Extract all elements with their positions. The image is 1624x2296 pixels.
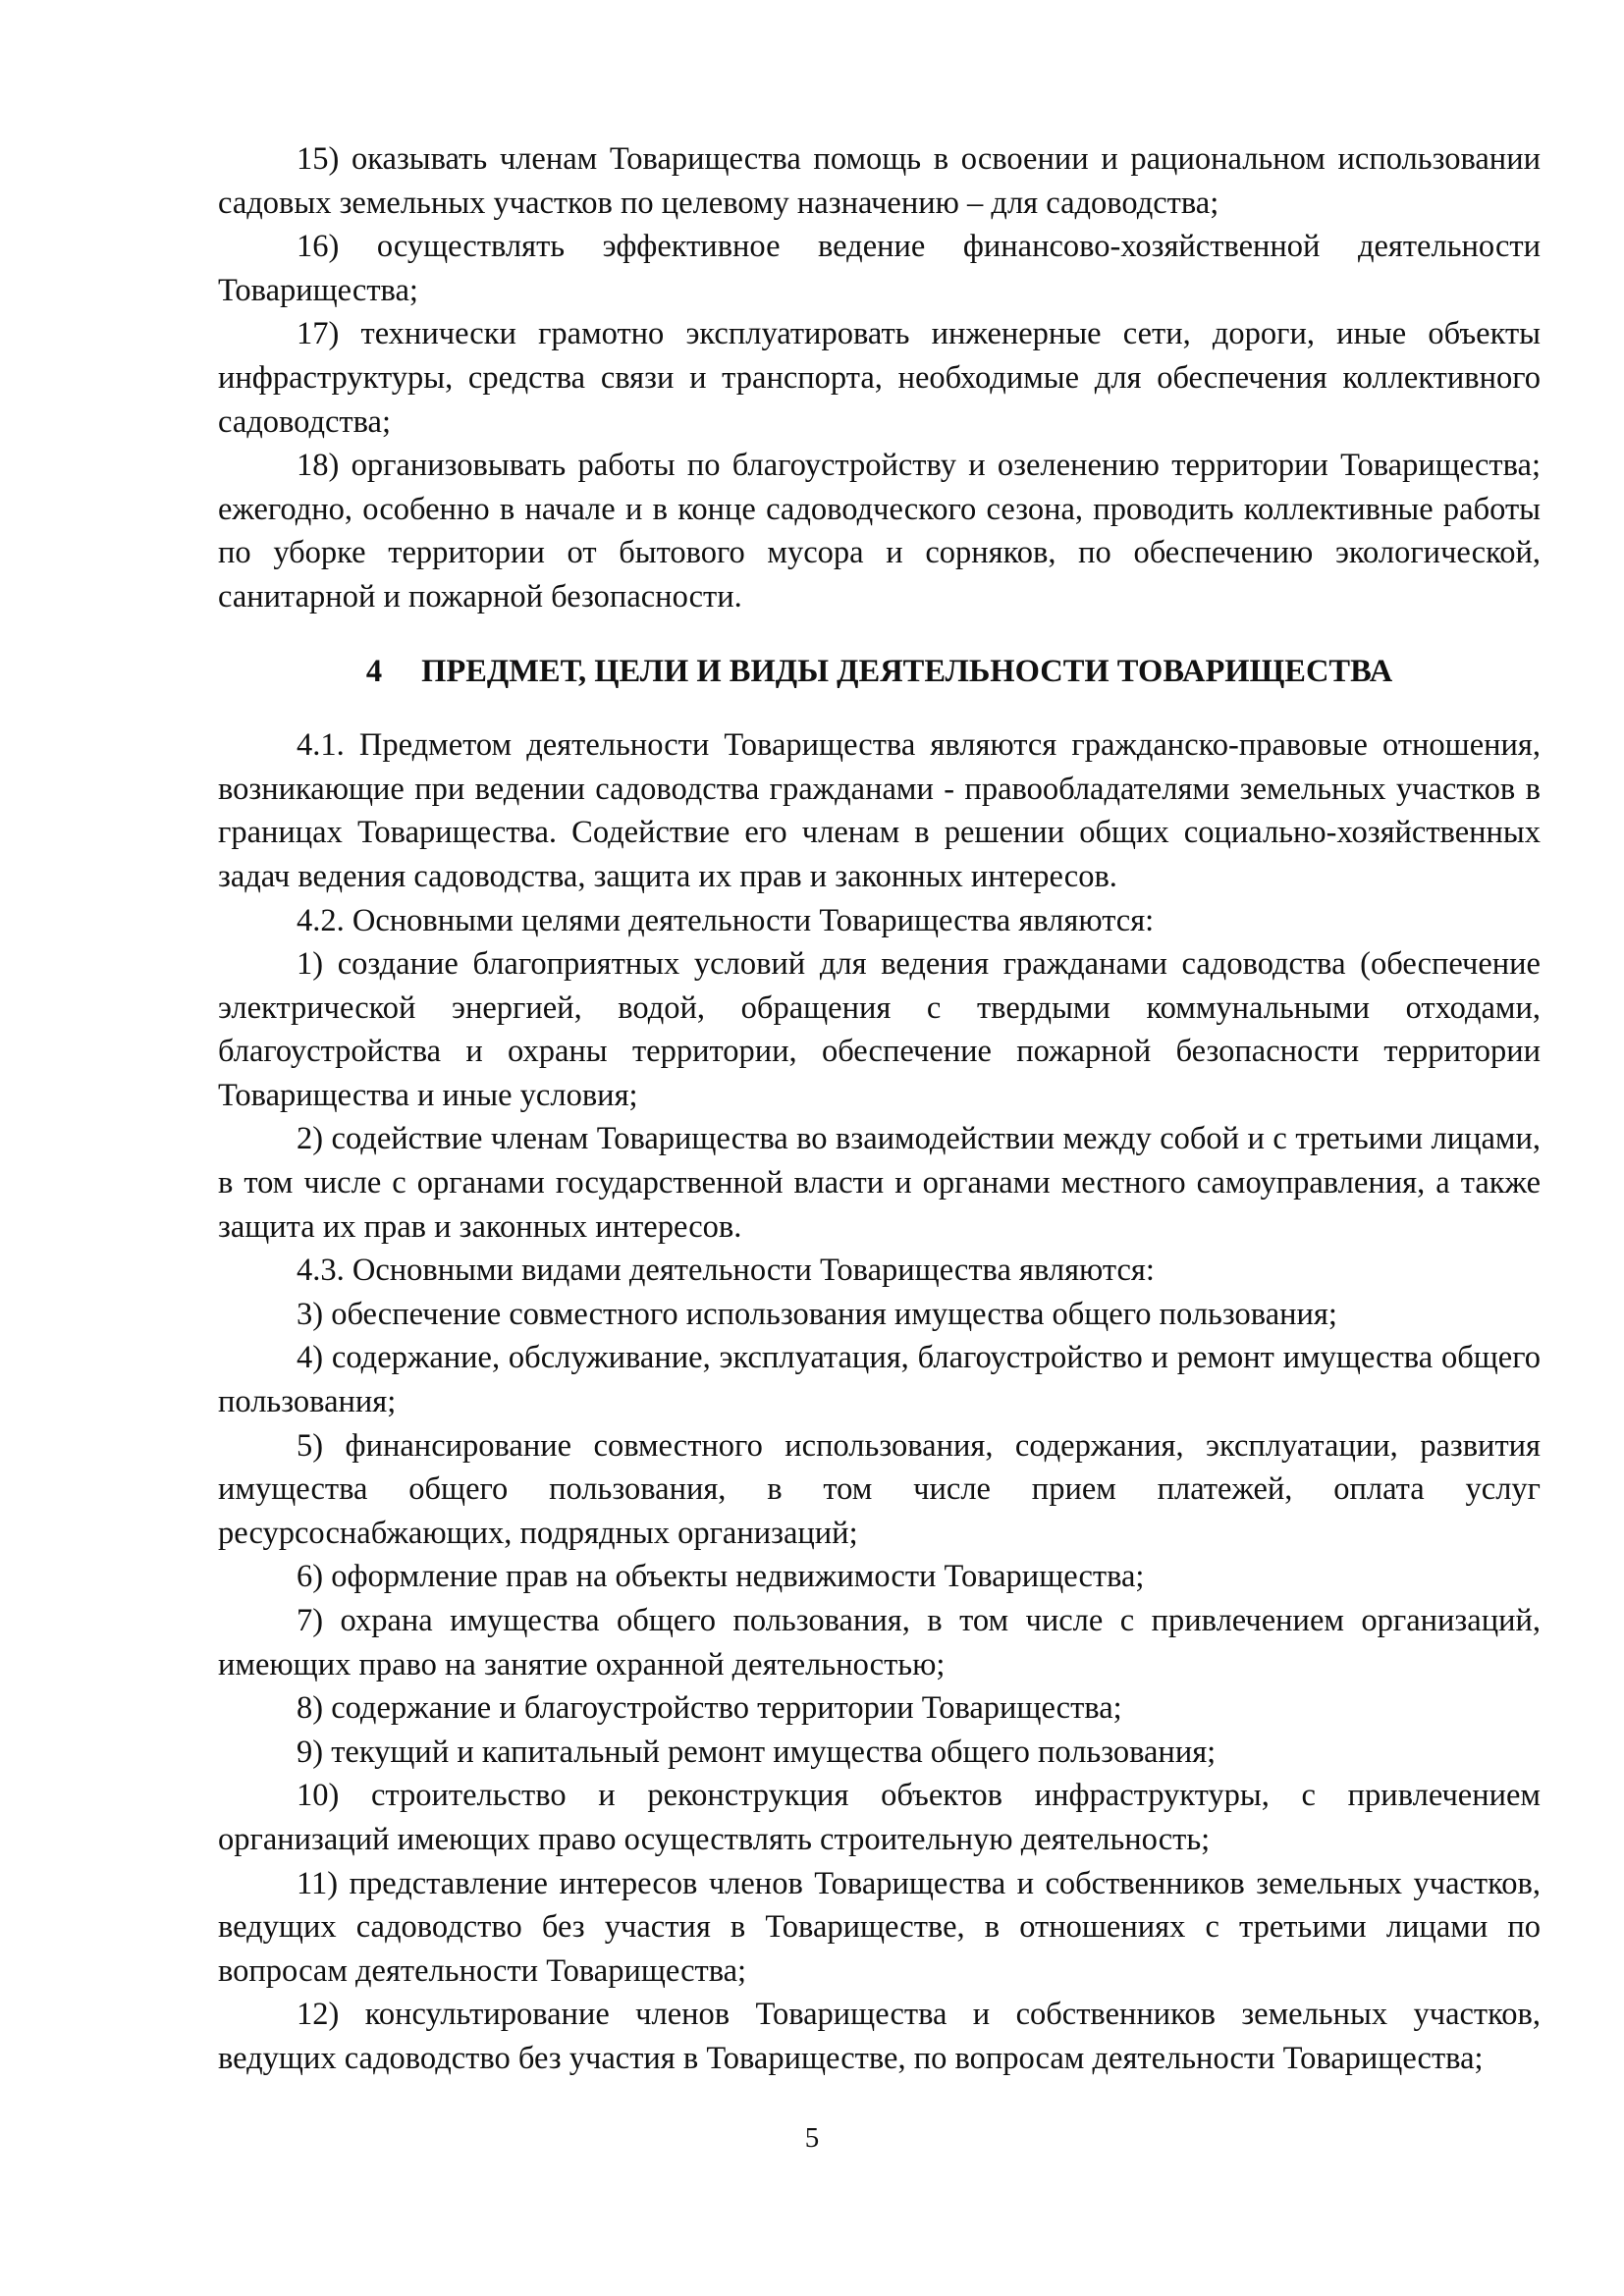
- paragraph-activity-5: 5) финансирование совместного использования, содержания, эксплуатации, развития имущества общего пользования, в том числе прием платежей, оплата услуг ресурсоснабжающих, подрядных организаций;: [218, 1427, 1541, 1551]
- paragraph-item-18: 18) организовывать работы по благоустройству и озеленению территории Товарищества; ежегодно, особенно в начале и в конце садоводческого сезона, проводить коллективные работы по уборке территории от бытового мусора и сорняков, по обеспечению экологической, санитарной и пожарной безопасности.: [218, 448, 1541, 614]
- section-heading: [218, 619, 1541, 724]
- paragraph-4-2: 4.2. Основными целями деятельности Товарищества являются:: [297, 902, 1155, 938]
- paragraph-item-16: 16) осуществлять эффективное ведение финансово-хозяйственной деятельности Товарищества;: [218, 229, 1541, 308]
- paragraph-activity-12: 12) консультирование членов Товарищества и собственников земельных участков, ведущих садоводство без участия в Товариществе, по вопросам деятельности Товарищества;: [218, 1997, 1541, 2076]
- paragraph-4-3: 4.3. Основными видами деятельности Товарищества являются:: [297, 1253, 1155, 1289]
- section-number: 4: [365, 653, 383, 689]
- paragraph-activity-10: 10) строительство и реконструкция объектов инфраструктуры, с привлечением организаций имеющих право осуществлять строительную деятельность;: [218, 1778, 1541, 1857]
- paragraph-4-1: 4.1. Предметом деятельности Товарищества являются гражданско-правовые отношения, возникающие при ведении садоводства гражданами - правообладателями земельных участков в границах Товарищества. Содействие его членам в решении общих социально-хозяйственных задач ведения садоводства, защита их прав и законных интересов.: [218, 727, 1541, 894]
- paragraph-activity-6: 6) оформление прав на объекты недвижимости Товарищества;: [297, 1559, 1145, 1595]
- page-number: 5: [804, 2122, 820, 2154]
- document-page: [218, 137, 1541, 2081]
- paragraph-goal-1: 1) создание благоприятных условий для ведения гражданами садоводства (обеспечение электрической энергией, водой, обращения с твердыми коммунальными отходами, благоустройства и охраны территории, обеспечение пожарной безопасности территории Товарищества и иные условия;: [218, 946, 1541, 1113]
- paragraph-item-15: 15) оказывать членам Товарищества помощь в освоении и рациональном использовании садовых земельных участков по целевому назначению – для садоводства;: [218, 141, 1541, 221]
- paragraph-activity-9: 9) текущий и капитальный ремонт имущества общего пользования;: [297, 1734, 1217, 1770]
- paragraph-goal-2: 2) содействие членам Товарищества во взаимодействии между собой и с третьими лицами, в том числе с органами государственной власти и органами местного самоуправления, а также защита их прав и законных интересов.: [218, 1121, 1541, 1245]
- section-title: ПРЕДМЕТ, ЦЕЛИ И ВИДЫ ДЕЯТЕЛЬНОСТИ ТОВАРИЩЕСТВА: [421, 653, 1393, 689]
- paragraph-item-17: 17) технически грамотно эксплуатировать инженерные сети, дороги, иные объекты инфраструктуры, средства связи и транспорта, необходимые для обеспечения коллективного садоводства;: [218, 316, 1541, 440]
- paragraph-activity-4: 4) содержание, обслуживание, эксплуатация, благоустройство и ремонт имущества общего пользования;: [218, 1340, 1541, 1420]
- paragraph-activity-11: 11) представление интересов членов Товарищества и собственников земельных участков, ведущих садоводство без участия в Товариществе, в отношениях с третьими лицами по вопросам деятельности Товарищества;: [218, 1865, 1541, 1989]
- paragraph-activity-3: 3) обеспечение совместного использования имущества общего пользования;: [297, 1296, 1337, 1332]
- paragraph-activity-7: 7) охрана имущества общего пользования, в том числе с привлечением организаций, имеющих право на занятие охранной деятельностью;: [218, 1603, 1541, 1682]
- paragraph-activity-8: 8) содержание и благоустройство территории Товарищества;: [297, 1690, 1122, 1727]
